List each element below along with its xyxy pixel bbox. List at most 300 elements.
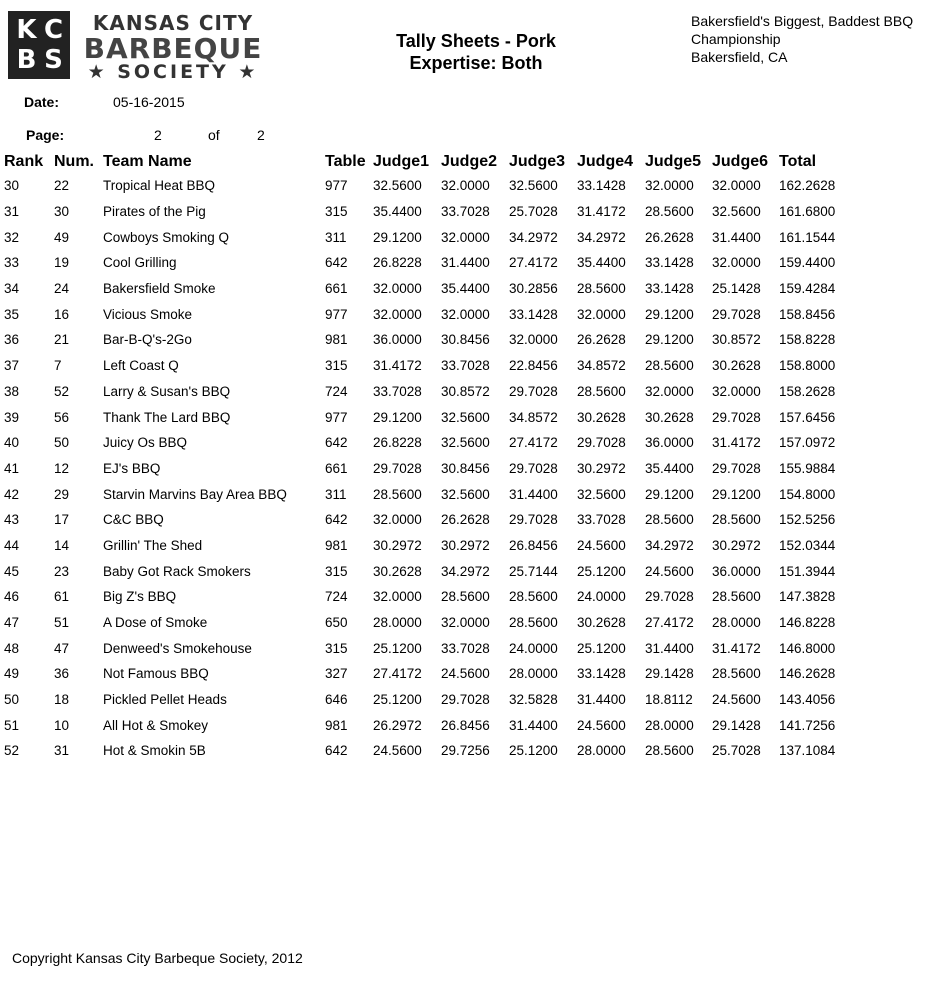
rank-cell: 45 [4, 563, 20, 579]
judge1-cell: 27.4172 [373, 666, 422, 682]
total-cell: 158.8456 [779, 306, 836, 322]
table-row [4, 558, 849, 584]
judge2-cell: 30.8456 [441, 332, 490, 348]
rank-cell: 50 [4, 692, 20, 708]
total-cell: 147.3828 [779, 589, 836, 605]
rank-cell: 51 [4, 717, 20, 733]
num-cell: 7 [54, 358, 62, 374]
judge6-cell: 29.7028 [712, 409, 761, 425]
team-name-cell: Baby Got Rack Smokers [103, 563, 251, 579]
judge2-cell: 32.0000 [441, 178, 490, 194]
page-label: Page: [26, 127, 65, 143]
judge6-cell: 36.0000 [712, 563, 761, 579]
logo-line-2: BARBEQUE [83, 32, 263, 65]
table-row [4, 199, 849, 225]
judge1-cell: 29.1200 [373, 229, 422, 245]
judge5-cell: 29.1200 [645, 332, 694, 348]
rank-cell: 36 [4, 332, 20, 348]
report-title-line-2: Expertise: Both [409, 53, 543, 73]
judge5-cell: 29.7028 [645, 589, 694, 605]
table-cell: 724 [325, 383, 348, 399]
num-cell: 47 [54, 640, 70, 656]
judge2-cell: 32.5600 [441, 486, 490, 502]
rank-cell: 31 [4, 204, 20, 220]
judge2-cell: 26.2628 [441, 512, 490, 528]
team-name-cell: All Hot & Smokey [103, 717, 209, 733]
table-cell: 661 [325, 281, 348, 297]
logo-monogram [8, 11, 70, 79]
team-name-cell: Tropical Heat BBQ [103, 178, 216, 194]
judge4-cell: 29.7028 [577, 435, 626, 451]
judge4-cell: 33.1428 [577, 178, 626, 194]
judge2-cell: 32.0000 [441, 615, 490, 631]
judge2-cell: 29.7256 [441, 743, 490, 759]
table-cell: 650 [325, 615, 348, 631]
judge4-cell: 24.5600 [577, 537, 626, 553]
total-cell: 152.0344 [779, 537, 836, 553]
rank-cell: 46 [4, 589, 20, 605]
table-row [4, 456, 849, 482]
judge5-cell: 32.0000 [645, 178, 694, 194]
table-row [4, 301, 849, 327]
table-row [4, 635, 849, 661]
rank-cell: 32 [4, 229, 20, 245]
total-cell: 146.2628 [779, 666, 836, 682]
judge2-cell: 30.8456 [441, 460, 490, 476]
rank-cell: 34 [4, 281, 20, 297]
judge1-cell: 30.2628 [373, 563, 422, 579]
judge3-cell: 29.7028 [509, 460, 558, 476]
judge5-cell: 34.2972 [645, 537, 694, 553]
column-header: Num. [54, 153, 94, 170]
judge4-cell: 34.8572 [577, 358, 626, 374]
judge6-cell: 28.5600 [712, 589, 761, 605]
num-cell: 10 [54, 717, 70, 733]
judge6-cell: 29.1200 [712, 486, 761, 502]
total-cell: 143.4056 [779, 692, 836, 708]
num-cell: 31 [54, 743, 70, 759]
judge1-cell: 31.4172 [373, 358, 422, 374]
logo-wordmark [78, 11, 268, 82]
judge1-cell: 35.4400 [373, 204, 422, 220]
rank-cell: 30 [4, 178, 20, 194]
table-body [4, 173, 849, 764]
judge1-cell: 29.7028 [373, 460, 422, 476]
copyright-footer: Copyright Kansas City Barbeque Society, 2012 [12, 950, 303, 966]
judge5-cell: 35.4400 [645, 460, 694, 476]
total-cell: 159.4284 [779, 281, 836, 297]
team-name-cell: Denweed's Smokehouse [103, 640, 252, 656]
event-name: Bakersfield's Biggest, Baddest BBQ [691, 13, 914, 29]
team-name-cell: Grillin' The Shed [103, 537, 203, 553]
column-header: Judge3 [509, 153, 566, 170]
judge4-cell: 25.1200 [577, 563, 626, 579]
judge6-cell: 25.7028 [712, 743, 761, 759]
table-row [4, 430, 849, 456]
rank-cell: 37 [4, 358, 20, 374]
table-row [4, 173, 849, 199]
total-cell: 152.5256 [779, 512, 836, 528]
judge4-cell: 25.1200 [577, 640, 626, 656]
judge3-cell: 33.1428 [509, 306, 558, 322]
rank-cell: 42 [4, 486, 20, 502]
judge1-cell: 32.0000 [373, 512, 422, 528]
judge3-cell: 34.8572 [509, 409, 558, 425]
logo-letter: S [44, 45, 63, 75]
total-cell: 146.8228 [779, 615, 836, 631]
judge3-cell: 30.2856 [509, 281, 558, 297]
table-row [4, 584, 849, 610]
judge1-cell: 30.2972 [373, 537, 422, 553]
rank-cell: 49 [4, 666, 20, 682]
judge2-cell: 33.7028 [441, 358, 490, 374]
column-header: Rank [4, 153, 44, 170]
team-name-cell: Bakersfield Smoke [103, 281, 216, 297]
num-cell: 23 [54, 563, 70, 579]
judge4-cell: 28.5600 [577, 281, 626, 297]
tally-table [4, 151, 849, 764]
table-cell: 311 [325, 229, 347, 245]
judge2-cell: 32.0000 [441, 306, 490, 322]
rank-cell: 52 [4, 743, 20, 759]
page-of: of [208, 127, 220, 143]
judge2-cell: 32.0000 [441, 229, 490, 245]
judge4-cell: 30.2628 [577, 615, 626, 631]
judge6-cell: 31.4400 [712, 229, 761, 245]
judge3-cell: 27.4172 [509, 255, 558, 271]
num-cell: 17 [54, 512, 70, 528]
num-cell: 22 [54, 178, 70, 194]
judge6-cell: 24.5600 [712, 692, 761, 708]
total-cell: 151.3944 [779, 563, 836, 579]
judge1-cell: 24.5600 [373, 743, 422, 759]
judge2-cell: 35.4400 [441, 281, 490, 297]
table-cell: 977 [325, 306, 348, 322]
judge1-cell: 32.0000 [373, 589, 422, 605]
team-name-cell: Cool Grilling [103, 255, 177, 271]
judge2-cell: 31.4400 [441, 255, 490, 271]
rank-cell: 33 [4, 255, 20, 271]
judge4-cell: 24.0000 [577, 589, 626, 605]
judge3-cell: 26.8456 [509, 537, 558, 553]
judge1-cell: 26.2972 [373, 717, 422, 733]
total-cell: 155.9884 [779, 460, 836, 476]
table-cell: 315 [325, 358, 348, 374]
judge4-cell: 28.5600 [577, 383, 626, 399]
logo-line-3: ★ SOCIETY ★ [87, 61, 259, 83]
column-header: Table [325, 153, 366, 170]
table-row [4, 327, 849, 353]
judge6-cell: 29.7028 [712, 306, 761, 322]
rank-cell: 39 [4, 409, 20, 425]
judge3-cell: 27.4172 [509, 435, 558, 451]
page-total: 2 [257, 127, 265, 143]
table-cell: 981 [325, 332, 348, 348]
table-cell: 315 [325, 640, 348, 656]
table-row [4, 533, 849, 559]
judge5-cell: 28.5600 [645, 204, 694, 220]
table-cell: 642 [325, 743, 348, 759]
judge4-cell: 26.2628 [577, 332, 626, 348]
judge5-cell: 30.2628 [645, 409, 694, 425]
rank-cell: 35 [4, 306, 20, 322]
team-name-cell: Larry & Susan's BBQ [103, 383, 231, 399]
judge2-cell: 26.8456 [441, 717, 490, 733]
column-header: Team Name [103, 153, 192, 170]
team-name-cell: Pirates of the Pig [103, 204, 206, 220]
table-row [4, 610, 849, 636]
judge1-cell: 26.8228 [373, 435, 422, 451]
total-cell: 146.8000 [779, 640, 836, 656]
judge5-cell: 33.1428 [645, 255, 694, 271]
table-cell: 981 [325, 717, 348, 733]
table-cell: 981 [325, 537, 348, 553]
judge1-cell: 26.8228 [373, 255, 422, 271]
num-cell: 19 [54, 255, 70, 271]
judge2-cell: 32.5600 [441, 435, 490, 451]
judge3-cell: 32.5600 [509, 178, 558, 194]
logo-letter: C [43, 15, 64, 45]
table-cell: 661 [325, 460, 348, 476]
table-row [4, 404, 849, 430]
judge2-cell: 33.7028 [441, 204, 490, 220]
judge5-cell: 36.0000 [645, 435, 694, 451]
judge5-cell: 28.5600 [645, 743, 694, 759]
num-cell: 56 [54, 409, 70, 425]
num-cell: 52 [54, 383, 70, 399]
table-cell: 315 [325, 563, 348, 579]
table-row [4, 481, 849, 507]
rank-cell: 47 [4, 615, 20, 631]
total-cell: 154.8000 [779, 486, 836, 502]
num-cell: 24 [54, 281, 70, 297]
column-header: Judge2 [441, 153, 498, 170]
judge1-cell: 28.5600 [373, 486, 422, 502]
judge3-cell: 22.8456 [509, 358, 558, 374]
table-row [4, 712, 849, 738]
team-name-cell: A Dose of Smoke [103, 615, 208, 631]
table-cell: 315 [325, 204, 348, 220]
judge2-cell: 32.5600 [441, 409, 490, 425]
total-cell: 141.7256 [779, 717, 836, 733]
team-name-cell: Thank The Lard BBQ [103, 409, 231, 425]
column-header: Judge6 [712, 153, 769, 170]
judge3-cell: 31.4400 [509, 486, 558, 502]
judge2-cell: 24.5600 [441, 666, 490, 682]
judge1-cell: 25.1200 [373, 640, 422, 656]
logo-letter: B [16, 45, 37, 75]
judge4-cell: 31.4172 [577, 204, 626, 220]
judge5-cell: 33.1428 [645, 281, 694, 297]
team-name-cell: Cowboys Smoking Q [103, 229, 230, 245]
logo-line-1: KANSAS CITY [92, 11, 254, 35]
rank-cell: 43 [4, 512, 20, 528]
team-name-cell: Not Famous BBQ [103, 666, 209, 682]
table-cell: 724 [325, 589, 348, 605]
judge3-cell: 25.7028 [509, 204, 558, 220]
date-value: 05-16-2015 [113, 94, 185, 110]
judge6-cell: 28.5600 [712, 666, 761, 682]
judge6-cell: 25.1428 [712, 281, 761, 297]
judge4-cell: 30.2628 [577, 409, 626, 425]
num-cell: 30 [54, 204, 70, 220]
table-row [4, 738, 849, 764]
judge3-cell: 25.1200 [509, 743, 558, 759]
num-cell: 49 [54, 229, 70, 245]
date-label: Date: [24, 94, 60, 110]
total-cell: 137.1084 [779, 743, 836, 759]
judge4-cell: 33.7028 [577, 512, 626, 528]
table-row [4, 379, 849, 405]
judge2-cell: 30.8572 [441, 383, 490, 399]
judge5-cell: 29.1200 [645, 486, 694, 502]
total-cell: 161.1544 [779, 229, 836, 245]
judge4-cell: 28.0000 [577, 743, 626, 759]
judge1-cell: 32.0000 [373, 281, 422, 297]
page-current: 2 [154, 127, 162, 143]
judge4-cell: 34.2972 [577, 229, 626, 245]
judge3-cell: 24.0000 [509, 640, 558, 656]
num-cell: 36 [54, 666, 70, 682]
judge3-cell: 25.7144 [509, 563, 558, 579]
judge4-cell: 33.1428 [577, 666, 626, 682]
team-name-cell: Pickled Pellet Heads [103, 692, 227, 708]
judge5-cell: 32.0000 [645, 383, 694, 399]
judge3-cell: 31.4400 [509, 717, 558, 733]
judge6-cell: 29.1428 [712, 717, 761, 733]
judge3-cell: 34.2972 [509, 229, 558, 245]
table-cell: 646 [325, 692, 348, 708]
judge6-cell: 30.2972 [712, 537, 761, 553]
judge4-cell: 24.5600 [577, 717, 626, 733]
team-name-cell: Juicy Os BBQ [103, 435, 188, 451]
team-name-cell: C&C BBQ [103, 512, 164, 528]
total-cell: 157.0972 [779, 435, 836, 451]
judge4-cell: 31.4400 [577, 692, 626, 708]
total-cell: 161.6800 [779, 204, 836, 220]
table-row [4, 250, 849, 276]
judge6-cell: 32.0000 [712, 255, 761, 271]
report-title [356, 30, 596, 74]
judge3-cell: 28.5600 [509, 615, 558, 631]
table-cell: 311 [325, 486, 347, 502]
judge5-cell: 29.1428 [645, 666, 694, 682]
judge5-cell: 26.2628 [645, 229, 694, 245]
judge3-cell: 28.5600 [509, 589, 558, 605]
num-cell: 12 [54, 460, 70, 476]
judge3-cell: 29.7028 [509, 383, 558, 399]
judge1-cell: 32.0000 [373, 306, 422, 322]
judge5-cell: 18.8112 [645, 692, 693, 708]
table-row [4, 276, 849, 302]
table-row [4, 661, 849, 687]
judge5-cell: 31.4400 [645, 640, 694, 656]
num-cell: 21 [54, 332, 70, 348]
judge5-cell: 29.1200 [645, 306, 694, 322]
judge6-cell: 30.8572 [712, 332, 761, 348]
judge1-cell: 32.5600 [373, 178, 422, 194]
team-name-cell: Left Coast Q [103, 358, 179, 374]
logo-letter: K [16, 15, 37, 45]
judge2-cell: 29.7028 [441, 692, 490, 708]
judge6-cell: 28.0000 [712, 615, 761, 631]
kcbs-logo [8, 11, 266, 81]
column-header: Judge1 [373, 153, 430, 170]
table-cell: 642 [325, 435, 348, 451]
event-location: Bakersfield, CA [691, 49, 788, 65]
total-cell: 157.6456 [779, 409, 836, 425]
judge6-cell: 31.4172 [712, 435, 761, 451]
judge6-cell: 32.0000 [712, 178, 761, 194]
judge4-cell: 32.5600 [577, 486, 626, 502]
rank-cell: 38 [4, 383, 20, 399]
table-cell: 642 [325, 512, 348, 528]
total-cell: 159.4400 [779, 255, 836, 271]
judge4-cell: 32.0000 [577, 306, 626, 322]
judge6-cell: 29.7028 [712, 460, 761, 476]
judge6-cell: 32.0000 [712, 383, 761, 399]
table-row [4, 353, 849, 379]
judge5-cell: 27.4172 [645, 615, 694, 631]
judge6-cell: 30.2628 [712, 358, 761, 374]
table-cell: 977 [325, 409, 348, 425]
total-cell: 162.2628 [779, 178, 836, 194]
column-header: Judge4 [577, 153, 634, 170]
num-cell: 29 [54, 486, 70, 502]
judge1-cell: 25.1200 [373, 692, 422, 708]
rank-cell: 44 [4, 537, 20, 553]
judge1-cell: 33.7028 [373, 383, 422, 399]
judge2-cell: 28.5600 [441, 589, 490, 605]
team-name-cell: EJ's BBQ [103, 460, 161, 476]
num-cell: 16 [54, 306, 70, 322]
judge5-cell: 24.5600 [645, 563, 694, 579]
judge3-cell: 32.5828 [509, 692, 558, 708]
team-name-cell: Hot & Smokin 5B [103, 743, 206, 759]
table-cell: 642 [325, 255, 348, 271]
judge1-cell: 29.1200 [373, 409, 422, 425]
num-cell: 14 [54, 537, 70, 553]
table-row [4, 507, 849, 533]
table-cell: 327 [325, 666, 348, 682]
total-cell: 158.2628 [779, 383, 836, 399]
table-cell: 977 [325, 178, 348, 194]
judge2-cell: 34.2972 [441, 563, 490, 579]
column-header: Total [779, 153, 817, 170]
judge5-cell: 28.0000 [645, 717, 694, 733]
table-header-row [4, 151, 849, 173]
rank-cell: 48 [4, 640, 20, 656]
column-header: Judge5 [645, 153, 702, 170]
num-cell: 61 [54, 589, 70, 605]
judge3-cell: 29.7028 [509, 512, 558, 528]
judge6-cell: 31.4172 [712, 640, 761, 656]
num-cell: 51 [54, 615, 70, 631]
judge6-cell: 32.5600 [712, 204, 761, 220]
event-name-cont: Championship [691, 31, 781, 47]
num-cell: 18 [54, 692, 70, 708]
judge3-cell: 28.0000 [509, 666, 558, 682]
team-name-cell: Starvin Marvins Bay Area BBQ [103, 486, 287, 502]
judge4-cell: 35.4400 [577, 255, 626, 271]
num-cell: 50 [54, 435, 70, 451]
report-title-line-1: Tally Sheets - Pork [396, 31, 556, 51]
judge5-cell: 28.5600 [645, 358, 694, 374]
judge1-cell: 36.0000 [373, 332, 422, 348]
judge4-cell: 30.2972 [577, 460, 626, 476]
rank-cell: 41 [4, 460, 20, 476]
judge2-cell: 30.2972 [441, 537, 490, 553]
